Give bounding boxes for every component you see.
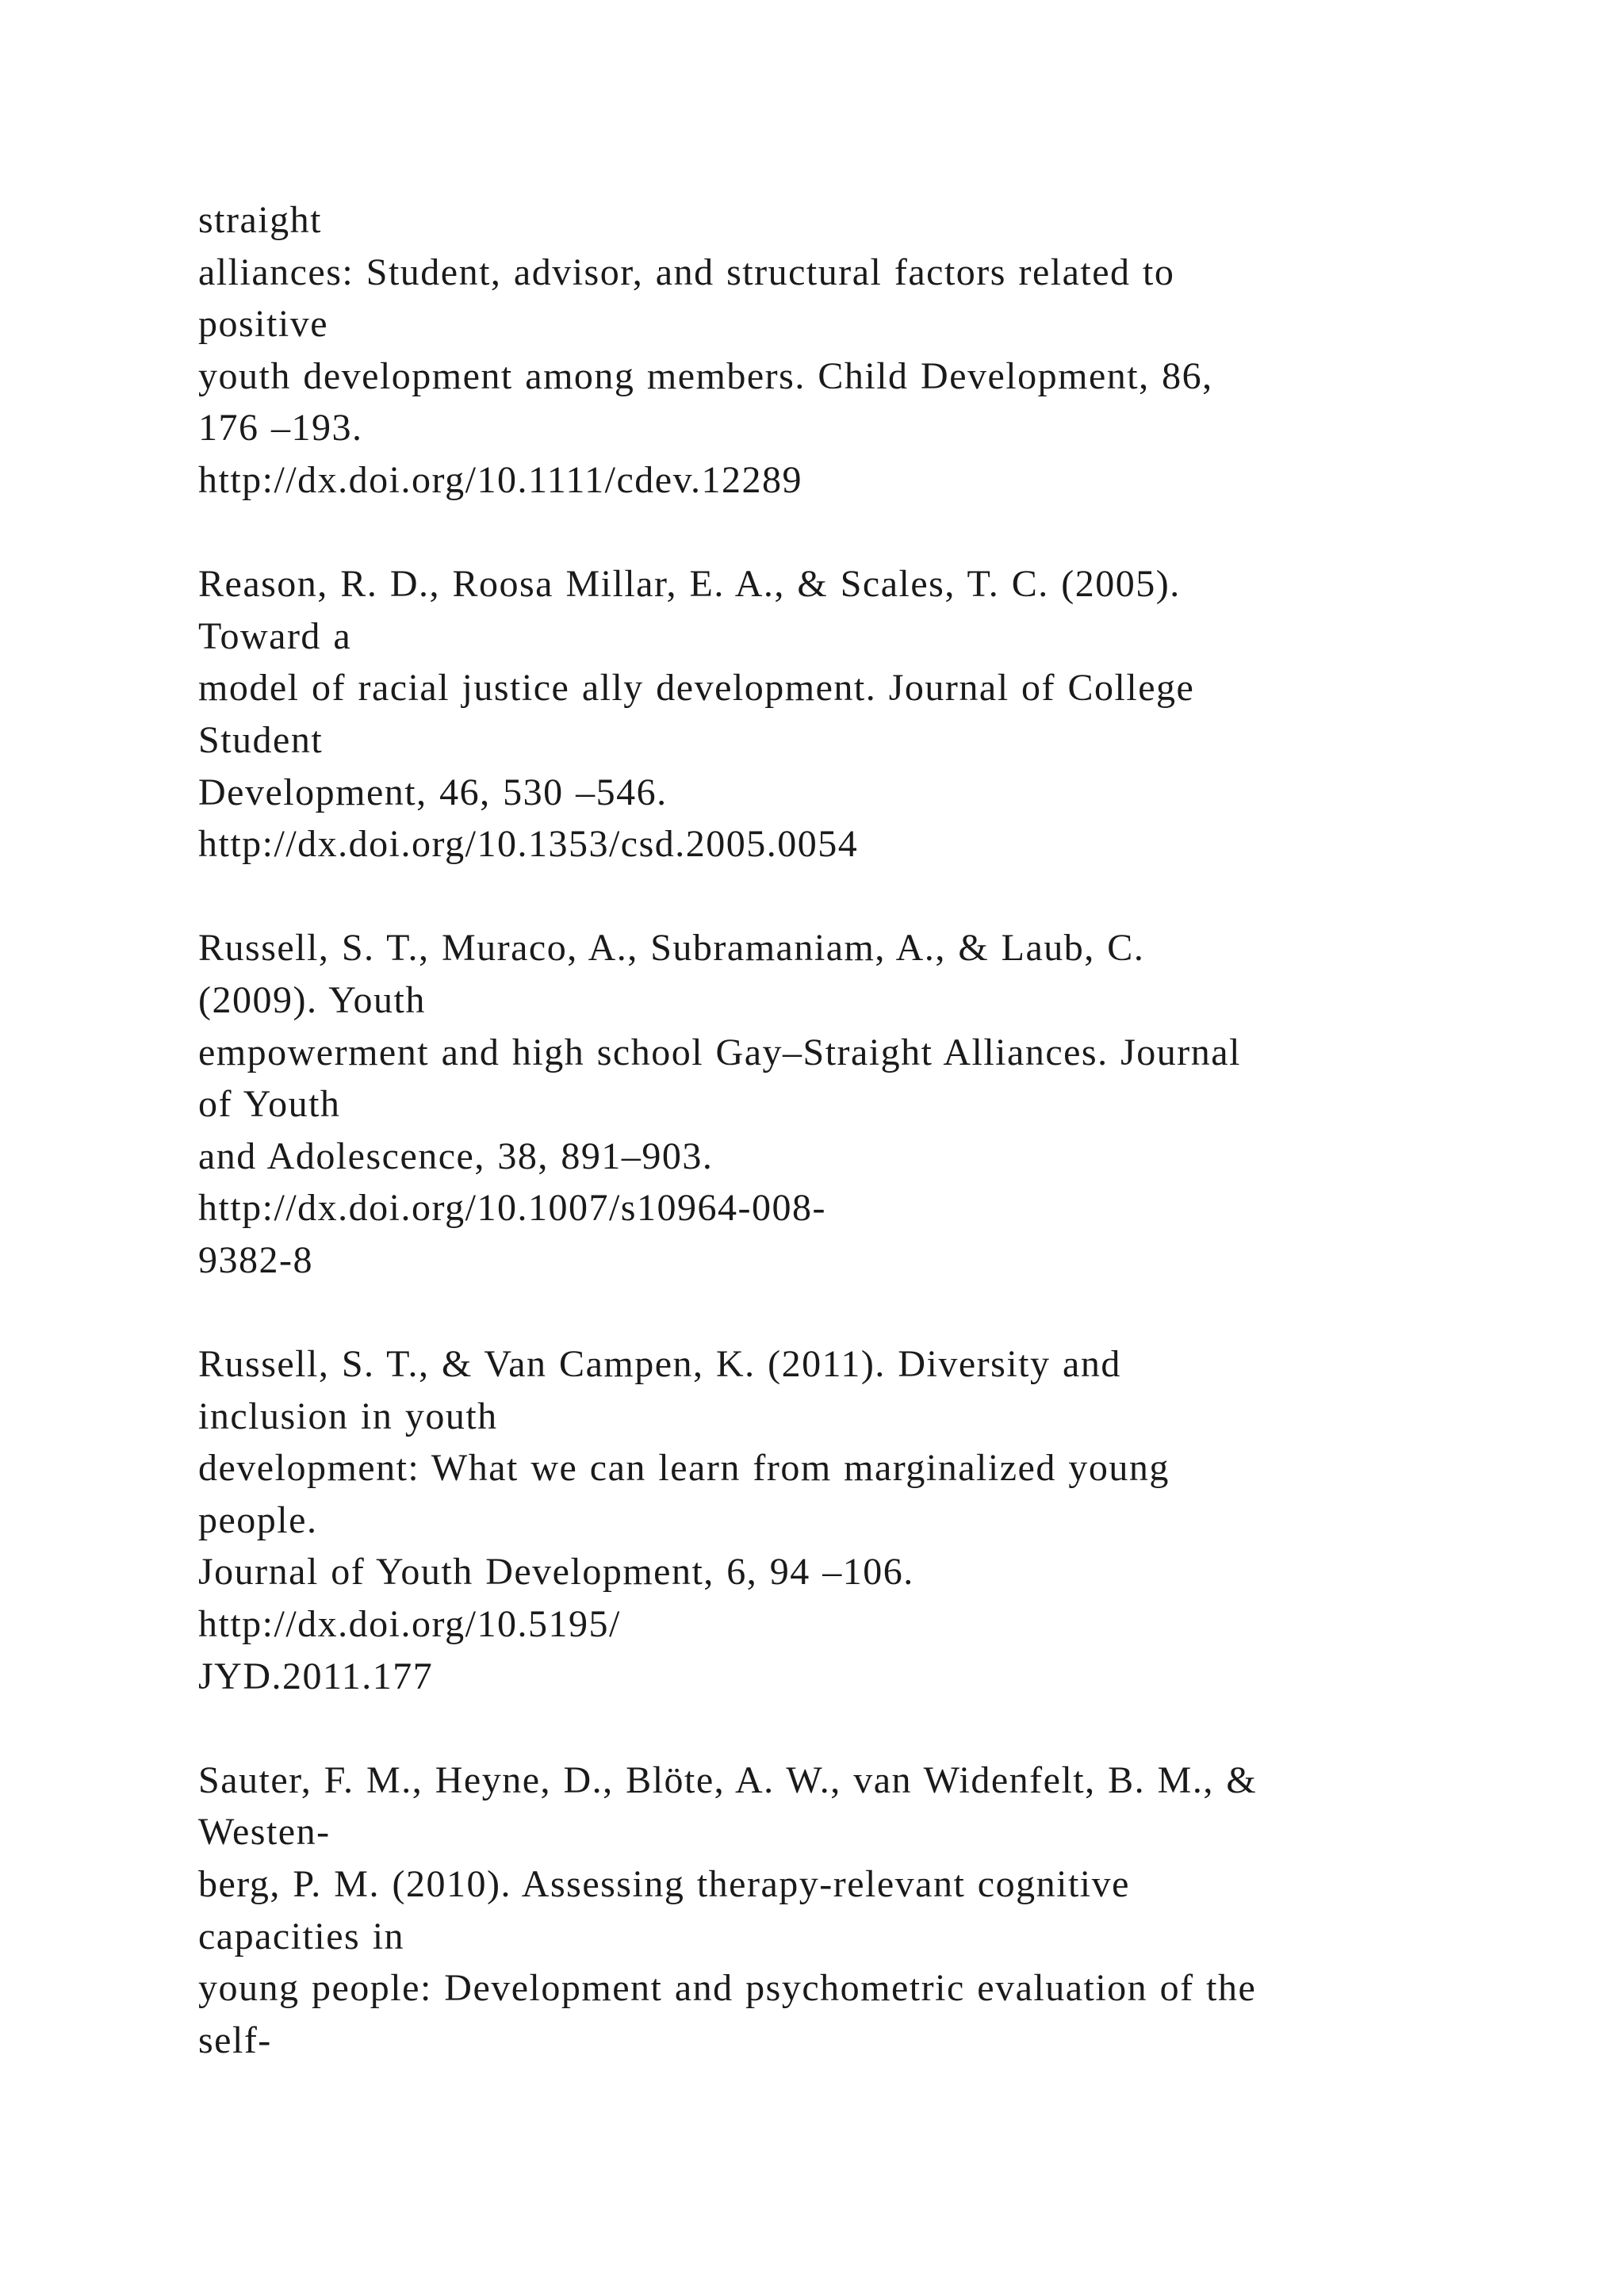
reference-line: youth development among members. Child Development, 86, [198, 354, 1213, 397]
reference-entry [198, 922, 1546, 1286]
reference-line: young people: Development and psychometric evaluation of the [198, 1967, 1257, 2010]
reference-line: (2009). Youth [198, 978, 426, 1021]
reference-doi-line: http://dx.doi.org/10.1111/cdev.12289 [198, 458, 802, 501]
reference-line: Westen- [198, 1811, 331, 1854]
reference-doi-line: http://dx.doi.org/10.5195/ [198, 1603, 621, 1646]
reference-line: Toward a [198, 614, 352, 657]
reference-line: self- [198, 2019, 272, 2061]
reference-doi-line: 9382-8 [198, 1238, 313, 1281]
reference-entry [198, 1338, 1546, 1702]
reference-line: Development, 46, 530 –546. [198, 771, 668, 813]
reference-doi-line: http://dx.doi.org/10.1007/s10964-008- [198, 1187, 826, 1230]
reference-line: empowerment and high school Gay–Straight Alliances. Journal [198, 1031, 1241, 1073]
reference-entry [198, 558, 1546, 871]
reference-line: of Youth [198, 1083, 341, 1126]
reference-line: development: What we can learn from marginalized young [198, 1447, 1170, 1490]
reference-line: 176 –193. [198, 407, 363, 450]
reference-line: berg, P. M. (2010). Assessing therapy-relevant cognitive [198, 1863, 1130, 1905]
reference-entry [198, 1755, 1546, 2067]
reference-line: Russell, S. T., Muraco, A., Subramaniam, A., & Laub, C. [198, 927, 1145, 970]
reference-list [198, 194, 1546, 2118]
reference-line: and Adolescence, 38, 891–903. [198, 1135, 714, 1177]
reference-doi-line: http://dx.doi.org/10.1353/csd.2005.0054 [198, 823, 859, 866]
reference-line: Student [198, 718, 324, 761]
reference-line: Russell, S. T., & Van Campen, K. (2011). Diversity and [198, 1343, 1121, 1386]
reference-line: Journal of Youth Development, 6, 94 –106. [198, 1551, 914, 1594]
reference-line: positive [198, 303, 328, 346]
reference-line: Reason, R. D., Roosa Millar, E. A., & Scales, T. C. (2005). [198, 563, 1181, 606]
reference-line: people. [198, 1498, 318, 1541]
reference-line: inclusion in youth [198, 1395, 498, 1437]
reference-line: Sauter, F. M., Heyne, D., Blöte, A. W., van Widenfelt, B. M., & [198, 1758, 1258, 1801]
reference-line: model of racial justice ally development. Journal of College [198, 667, 1195, 710]
reference-line: capacities in [198, 1915, 405, 1957]
reference-line: alliances: Student, advisor, and structural factors related to [198, 251, 1175, 293]
reference-line: straight [198, 199, 322, 241]
reference-doi-line: JYD.2011.177 [198, 1655, 434, 1697]
reference-entry [198, 194, 1546, 507]
